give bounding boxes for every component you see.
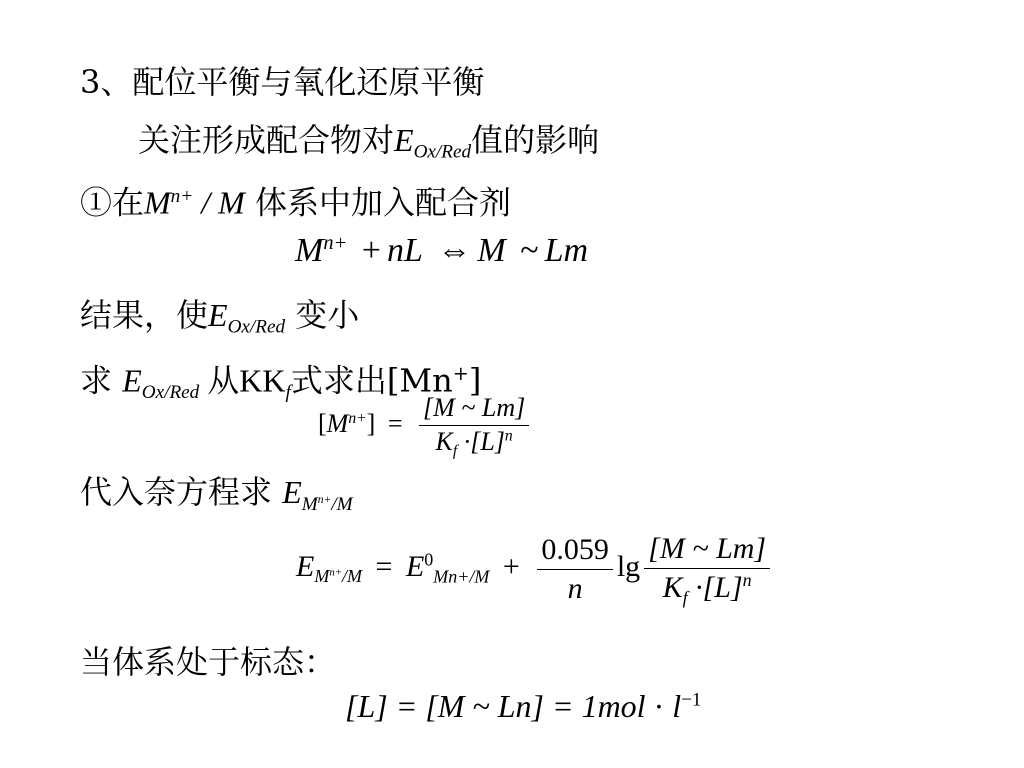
concentration-fraction: $\frac{[M \sim Lm]}{K_f \cdot[L]^n}$ (419, 392, 529, 460)
find-line: 求 $E_{Ox/Red}$ 从$KK_f$式求出[Mn+] (80, 361, 482, 404)
item-1-line: ①在$M^{n+}$ / M 体系中加入配合剂 (80, 183, 511, 222)
nernst-fraction-2: $\frac{[M \sim Lm]}{K_f \cdot[L]^n}$ (644, 530, 770, 608)
nernst-equation: $E_{M^{n+}/M} = E^0_{Mn+/M}$ + $\frac{0.059}{n}$ lg $\frac{[M \sim Lm]}{K_f \cdot[L]^n}$ (296, 530, 774, 608)
section-heading: 3、配位平衡与氧化还原平衡 (80, 63, 485, 101)
result-line: 结果，使$E_{Ox/Red}$ 变小 (80, 296, 360, 338)
standard-state-line: 当体系处于标态： (80, 643, 337, 681)
nernst-fraction-1: $\frac{0.059}{n}$ (537, 531, 613, 607)
nernst-line: 代入奈方程求 $E_{M^{n+}/M}$ (80, 473, 353, 515)
e-symbol: E (394, 122, 414, 158)
note-line: 关注形成配合物对$E_{Ox/Red}$值的影响 (138, 121, 600, 163)
concentration-equation: $[M^{n+}]$ = $\frac{[M \sim Lm]}{K_f \cdot[L]^n}$ (318, 392, 533, 460)
standard-state-equation: [L] = [M ~ $Ln] = 1mol \cdot l^{-1}$ (345, 688, 702, 724)
equilibrium-equation: $M^{n+}$ + nL ⇔ M ~ Lm (295, 232, 589, 270)
